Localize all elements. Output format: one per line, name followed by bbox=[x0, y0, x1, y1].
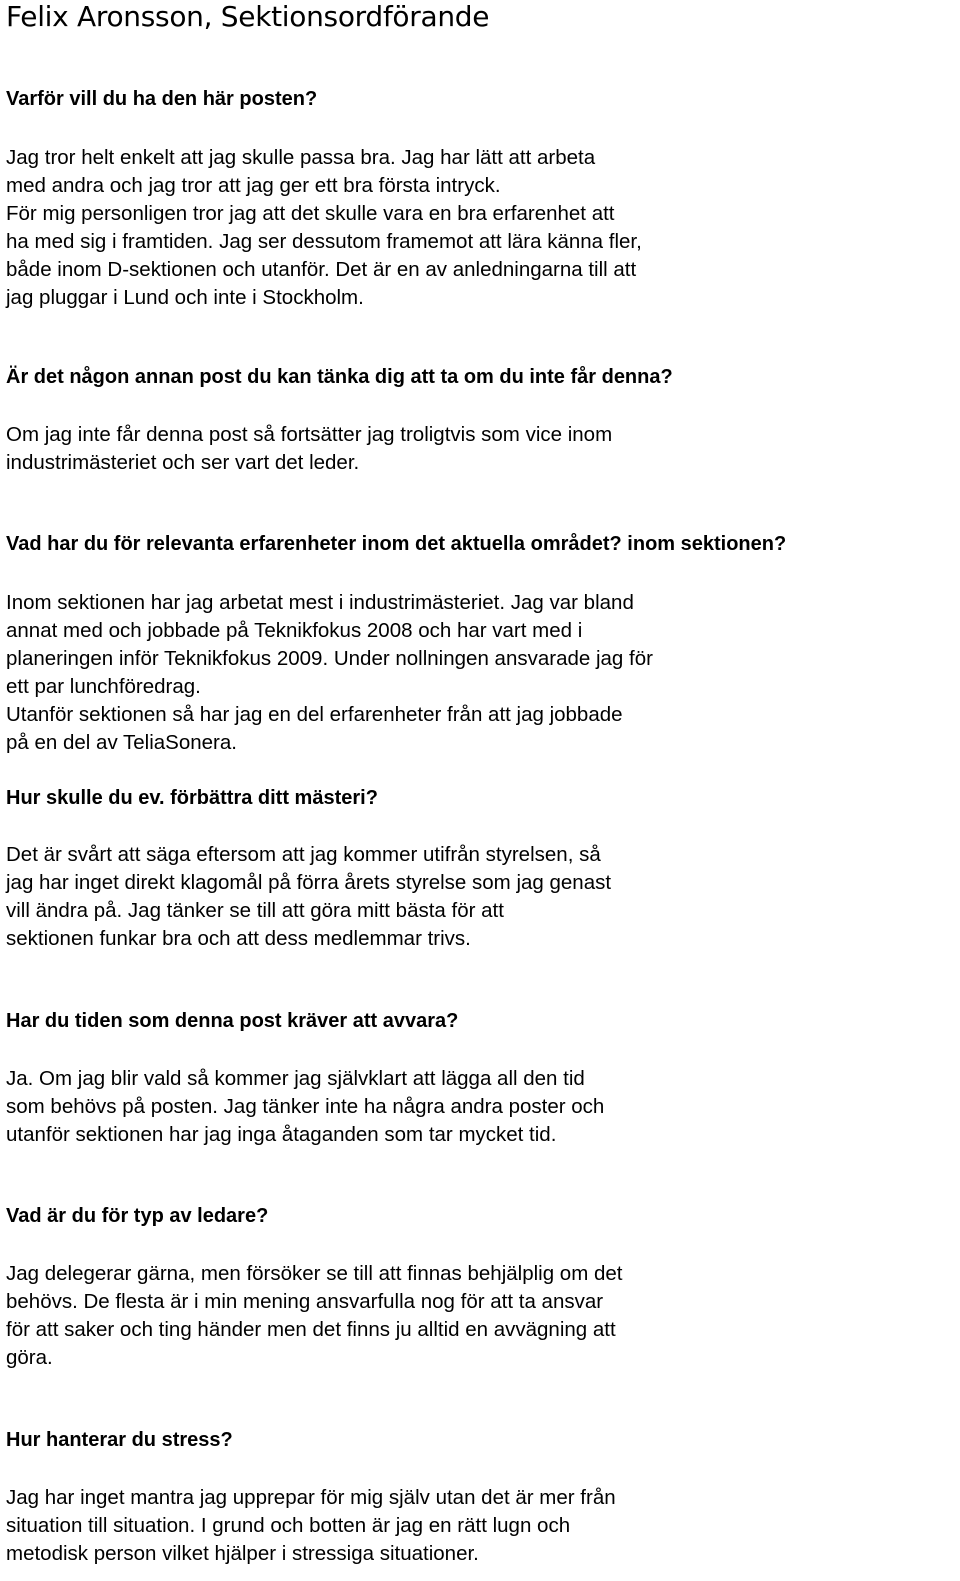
answer-line: med andra och jag tror att jag ger ett bra första intryck. bbox=[6, 174, 501, 197]
question-heading: Varför vill du ha den här posten? bbox=[6, 88, 318, 110]
answer-line: Om jag inte får denna post så fortsätter jag troligtvis som vice inom bbox=[6, 423, 613, 446]
answer-line: Jag tror helt enkelt att jag skulle passa bra. Jag har lätt att arbeta bbox=[6, 146, 596, 169]
question-heading: Hur skulle du ev. förbättra ditt mästeri? bbox=[6, 787, 378, 809]
question-heading: Är det någon annan post du kan tänka dig att ta om du inte får denna? bbox=[6, 366, 673, 388]
question-heading: Vad har du för relevanta erfarenheter inom det aktuella området? inom sektionen? bbox=[6, 533, 787, 555]
answer-text bbox=[6, 841, 611, 953]
answer-line: ha med sig i framtiden. Jag ser dessutom framemot att lära känna fler, bbox=[6, 230, 642, 253]
answer-line: industrimästeriet och ser vart det leder. bbox=[6, 451, 360, 474]
answer-line: göra. bbox=[6, 1346, 53, 1369]
answer-line: för att saker och ting händer men det finns ju alltid en avvägning att bbox=[6, 1318, 616, 1341]
answer-line: på en del av TeliaSonera. bbox=[6, 731, 237, 754]
answer-line: behövs. De flesta är i min mening ansvarfulla nog för att ta ansvar bbox=[6, 1290, 604, 1313]
answer-line: situation till situation. I grund och botten är jag en rätt lugn och bbox=[6, 1514, 571, 1537]
answer-text bbox=[6, 144, 642, 312]
answer-line: vill ändra på. Jag tänker se till att göra mitt bästa för att bbox=[6, 899, 504, 922]
answer-line: annat med och jobbade på Teknikfokus 2008 och har vart med i bbox=[6, 619, 583, 642]
answer-line: planeringen inför Teknikfokus 2009. Under nollningen ansvarade jag för bbox=[6, 647, 653, 670]
answer-line: jag har inget direkt klagomål på förra årets styrelse som jag genast bbox=[6, 871, 612, 894]
page-title: Felix Aronsson, Sektionsordförande bbox=[6, 0, 490, 33]
answer-line: ett par lunchföredrag. bbox=[6, 675, 201, 698]
answer-line: som behövs på posten. Jag tänker inte ha några andra poster och bbox=[6, 1095, 605, 1118]
answer-line: Ja. Om jag blir vald så kommer jag självklart att lägga all den tid bbox=[6, 1067, 585, 1090]
answer-text bbox=[6, 421, 612, 477]
answer-line: sektionen funkar bra och att dess medlemmar trivs. bbox=[6, 927, 471, 950]
answer-line: Det är svårt att säga eftersom att jag kommer utifrån styrelsen, så bbox=[6, 843, 601, 866]
question-heading: Vad är du för typ av ledare? bbox=[6, 1205, 269, 1227]
answer-line: utanför sektionen har jag inga åtaganden som tar mycket tid. bbox=[6, 1123, 557, 1146]
answer-line: metodisk person vilket hjälper i stressiga situationer. bbox=[6, 1542, 479, 1565]
answer-line: För mig personligen tror jag att det skulle vara en bra erfarenhet att bbox=[6, 202, 615, 225]
answer-text bbox=[6, 589, 653, 757]
answer-text bbox=[6, 1484, 616, 1568]
answer-line: Jag har inget mantra jag upprepar för mig själv utan det är mer från bbox=[6, 1486, 616, 1509]
answer-line: Jag delegerar gärna, men försöker se till att finnas behjälplig om det bbox=[6, 1262, 623, 1285]
answer-line: Inom sektionen har jag arbetat mest i industrimästeriet. Jag var bland bbox=[6, 591, 634, 614]
answer-text bbox=[6, 1065, 604, 1149]
answer-line: Utanför sektionen så har jag en del erfarenheter från att jag jobbade bbox=[6, 703, 623, 726]
question-heading: Hur hanterar du stress? bbox=[6, 1429, 233, 1451]
answer-text bbox=[6, 1260, 622, 1372]
answer-line: jag pluggar i Lund och inte i Stockholm. bbox=[6, 286, 364, 309]
answer-line: både inom D-sektionen och utanför. Det är en av anledningarna till att bbox=[6, 258, 637, 281]
question-heading: Har du tiden som denna post kräver att avvara? bbox=[6, 1010, 459, 1032]
